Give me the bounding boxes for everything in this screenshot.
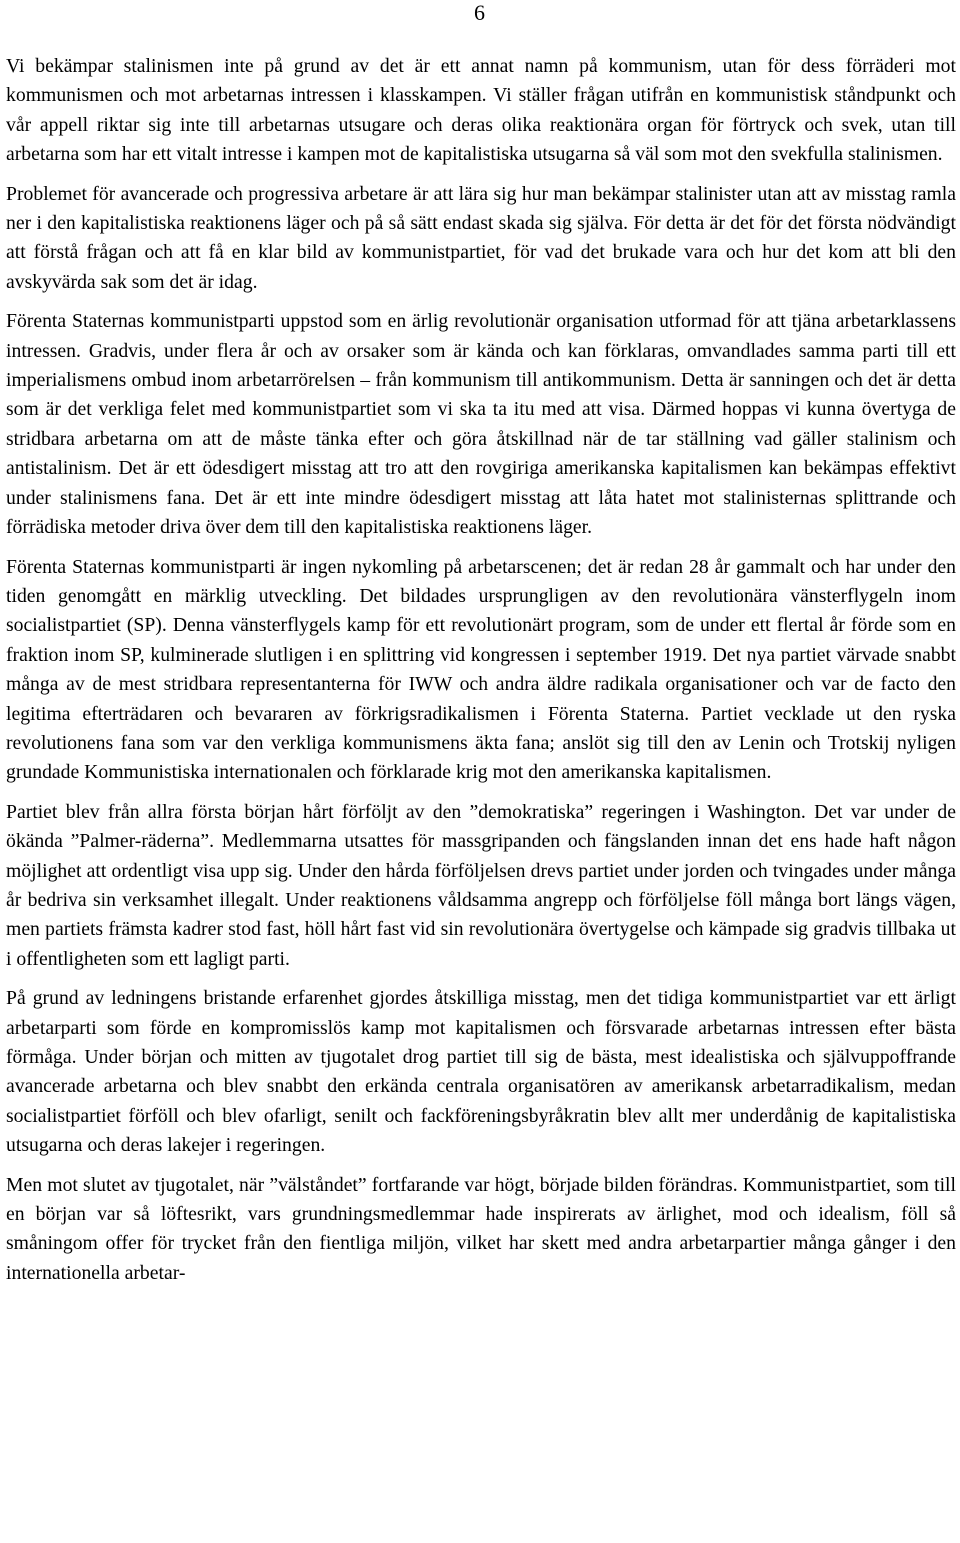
- page-number: 6: [474, 0, 485, 25]
- paragraph-stalinism-intro: Vi bekämpar stalinismen inte på grund av det är ett annat namn på kommunism, utan för dess förräderi mot kommunismen och mot arbetarnas intressen i klasskampen. Vi ställer frågan utifrån en kommunistisk ståndpunkt och vår appell riktar sig inte till arbetarnas utsugare och deras olika reaktionära organ för förtryck och svek, utan till arbetarna som har ett vitalt intresse i kampen mot de kapitalistiska utsugarna så väl som mot den svekfulla stalinismen.: [6, 55, 956, 166]
- paragraph-party-history: Förenta Staternas kommunistparti är ingen nykomling på arbetarscenen; det är redan 28 år gammalt och har under den tiden genomgått en märklig utveckling. Det bildades ursprungligen av den revolutionära vänsterflygeln inom socialistpartiet (SP). Denna vänsterflygels kamp för ett revolutionärt program, som de under ett flertal år förde som en fraktion inom SP, kulminerade slutligen i en splittring vid kongressen i september 1919. Det nya partiet värvade snabbt många av de mest stridbara representanterna för IWW och andra äldre radikala organisationer och var de facto den legitima efterträdaren och bevararen av förkrigsradikalismen i Förenta Staterna. Partiet vecklade ut den ryska revolutionens fana som var den verkliga kommunismens äkta fana; anslöt sig till den av Lenin och Trotskij nyligen grundade Kommunistiska internationalen och förklarade krig mot den amerikanska kapitalismen.: [6, 555, 956, 784]
- paragraph-early-party: På grund av ledningens bristande erfarenhet gjordes åtskilliga misstag, men det tidiga kommunistpartiet var ett ärligt arbetarparti som förde en kompromisslös kamp mot kapitalismen och försvarade arbetarnas intressen efter bästa förmåga. Under början och mitten av tjugotalet drog partiet till sig de bästa, mest idealistiska och självuppoffrande avancerade arbetarna och blev snabbt den erkända centrala organisatören av amerikansk arbetarradikalism, medan socialistpartiet förföll och blev ofarligt, senilt och fackföreningsbyråkratin blev allt mer underdånig de kapitalistiska utsugarna och deras lakejer i regeringen.: [6, 987, 956, 1157]
- paragraph-party-origins: Förenta Staternas kommunistparti uppstod som en ärlig revolutionär organisation utformad för att tjäna arbetarklassens intressen. Gradvis, under flera år och av orsaker som är kända och kan förklaras, omvandlades samma parti till ett imperialismens ombud inom arbetarrörelsen – från kommunism till antikommunism. Detta är sanningen och det är detta som är det verkliga felet med kommunistpartiet som vi ska ta itu med att visa. Därmed hoppas vi kunna övertyga de stridbara arbetarna om att de måste tänka efter och göra åtskillnad när de tar ställning vad gäller stalinism och antistalinism. Det är ett ödesdigert misstag att tro att den rovgiriga amerikanska kapitalismen kan bekämpas effektivt under stalinismens fana. Det är ett inte mindre ödesdigert misstag att låta hatet mot stalinisternas splittrande och förrädiska metoder driva över dem till den kapitalistiska reaktionens läger.: [6, 310, 956, 539]
- document-body: [6, 52, 956, 1288]
- paragraph-problem: Problemet för avancerade och progressiva arbetare är att lära sig hur man bekämpar stalinister utan att av misstag ramla ner i den kapitalistiska reaktionens läger och på så sätt endast skada sig själva. För detta är det för det första nödvändigt att förstå frågan och att få en klar bild av kommunistpartiet, för vad det brukade vara och hur det kom att bli den avskyvärda sak som det är idag.: [6, 182, 956, 293]
- paragraph-late-twenties: Men mot slutet av tjugotalet, när ”välståndet” fortfarande var högt, började bilden förändras. Kommunistpartiet, som till en början var så löftesrikt, vars grundningsmedlemmar hade inspirerats av ärlighet, mod och idealism, föll så småningom offer för trycket från den fientliga miljön, vilket har skett med andra arbetarpartier många gånger i den internationella arbetar-: [6, 1173, 956, 1284]
- paragraph-persecution: Partiet blev från allra första början hårt förföljt av den ”demokratiska” regeringen i Washington. Det var under de ökända ”Palmer-räderna”. Medlemmarna utsattes för massgripanden och fängslanden innan det ens hade haft någon möjlighet att ordentligt visa upp sig. Under den hårda förföljelsen drevs partiet under jorden och tvingades under många år bedriva sin verksamhet illegalt. Under reaktionens våldsamma angrepp och förföljelse föll många bort längs vägen, men partiets främsta kadrer stod fast, höll hårt fast vid sin revolutionära övertygelse och kämpade sig gradvis tillbaka ut i offentligheten som ett lagligt parti.: [6, 800, 956, 970]
